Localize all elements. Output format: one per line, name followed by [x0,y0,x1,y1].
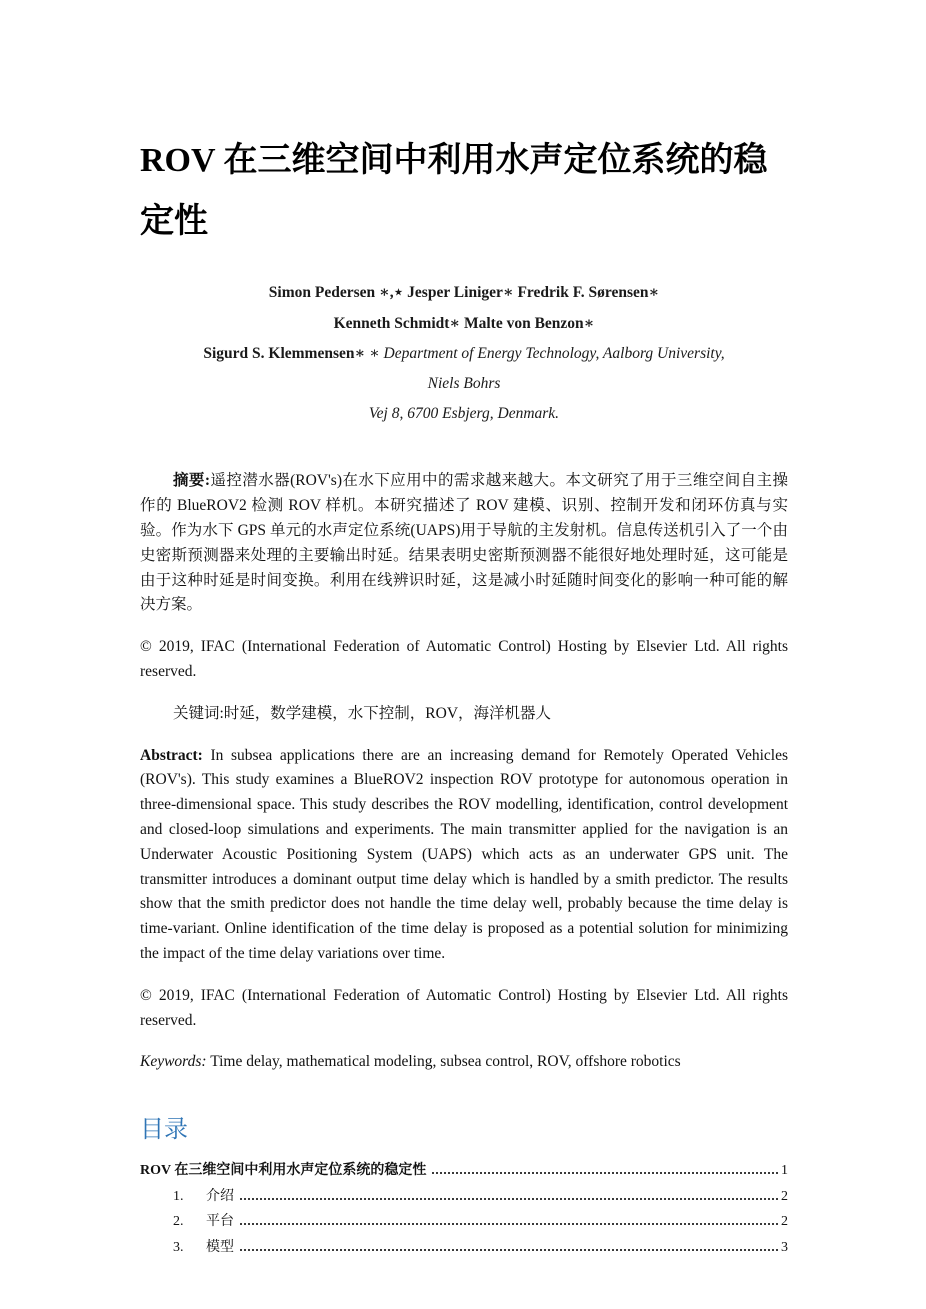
affiliation-line-3: Vej 8, 6700 Esbjerg, Denmark. [368,405,560,423]
toc-page-number: 1 [781,1163,788,1179]
abstract-chinese [140,469,788,618]
toc-entry-number: 1. [173,1188,184,1204]
keywords-english [140,1050,788,1075]
copyright-notice-2: © 2019, IFAC (International Federation of Automatic Control) Hosting by Elsevier Ltd. All rights reserved. [140,986,788,1029]
dot-leader [240,1249,778,1251]
author-line-1: Simon Pedersen ∗,⋆ Jesper Liniger∗ Fredrik F. Sørensen∗ [268,284,660,302]
copyright-notice-1: © 2019, IFAC (International Federation of Automatic Control) Hosting by Elsevier Ltd. All rights reserved. [140,638,788,681]
abstract-chinese-label: 摘要: [173,472,211,490]
toc-page-number: 2 [781,1188,788,1204]
affiliation: ∗ Department of Energy Technology, Aalborg University, [365,344,725,362]
toc-entry-model[interactable] [140,1235,788,1260]
author-line-2: Kenneth Schmidt∗ Malte von Benzon∗ [333,314,595,332]
toc-entry-label: 介绍 [206,1188,234,1204]
abstract-chinese-text: 遥控潜水器(ROV's)在水下应用中的需求越来越大。本文研究了用于三维空间自主操作的 BlueROV2 检测 ROV 样机。本研究描述了 ROV 建模、识别、控制开发和闭环仿真与实验。作为水下 GPS 单元的水声定位系统(UAPS)用于导航的主发射机。信息传送机引入了一个由史密斯预测器来处理的主要输出时延。结果表明史密斯预测器不能很好地处理时延，这可能是由于这种时延是时间变换。利用在线辨识时延，这是减小时延随时间变化的影响一种可能的解决方案。 [140,472,788,614]
keywords-english-text: Time delay, mathematical modeling, subsea control, ROV, offshore robotics [206,1053,681,1071]
abstract-english-text: In subsea applications there are an increasing demand for Remotely Operated Vehicles (ROV's). This study examines a BlueROV2 inspection ROV prototype for autonomous operation in three-dimensional space. This study describes the ROV modelling, identification, control development and closed-loop simulations and experiments. The main transmitter applied for the navigation is an Underwater Acoustic Positioning System (UAPS) which acts as an underwater GPS unit. The transmitter introduces a dominant output time delay which is handled by a smith predictor. The results show that the smith predictor does not handle the time delay well, probably because the time delay is time-variant. Online identification of the time delay is proposed as a potential solution for minimizing the impact of the time delay variations over time. [140,746,788,963]
author-name: Sigurd S. Klemmensen∗ [203,344,366,362]
keywords-english-label: Keywords: [140,1053,207,1071]
dot-leader [432,1172,778,1174]
author-block [140,278,788,429]
toc-page-number: 3 [781,1239,788,1255]
keywords-chinese: 关键词:时延，数学建模，水下控制，ROV，海洋机器人 [173,704,552,722]
author-line-3 [140,339,788,369]
toc-entry-number: 3. [173,1239,184,1255]
toc-entry-label: ROV 在三维空间中利用水声定位系统的稳定性 [140,1163,427,1179]
toc-page-number: 2 [781,1214,788,1230]
abstract-english-label: Abstract: [140,746,203,764]
dot-leader [240,1223,778,1225]
abstract-english [140,744,788,967]
table-of-contents [140,1158,788,1260]
toc-entry-title[interactable] [140,1158,788,1183]
toc-entry-label: 模型 [206,1239,234,1255]
dot-leader [240,1198,778,1200]
toc-entry-number: 2. [173,1214,184,1230]
toc-heading: 目录 [140,1116,188,1144]
toc-entry-platform[interactable] [140,1209,788,1234]
toc-entry-label: 平台 [206,1214,234,1230]
affiliation-line-2: Niels Bohrs [427,375,501,393]
toc-entry-introduction[interactable] [140,1184,788,1209]
paper-title: ROV 在三维空间中利用水声定位系统的稳定性 [140,142,768,241]
